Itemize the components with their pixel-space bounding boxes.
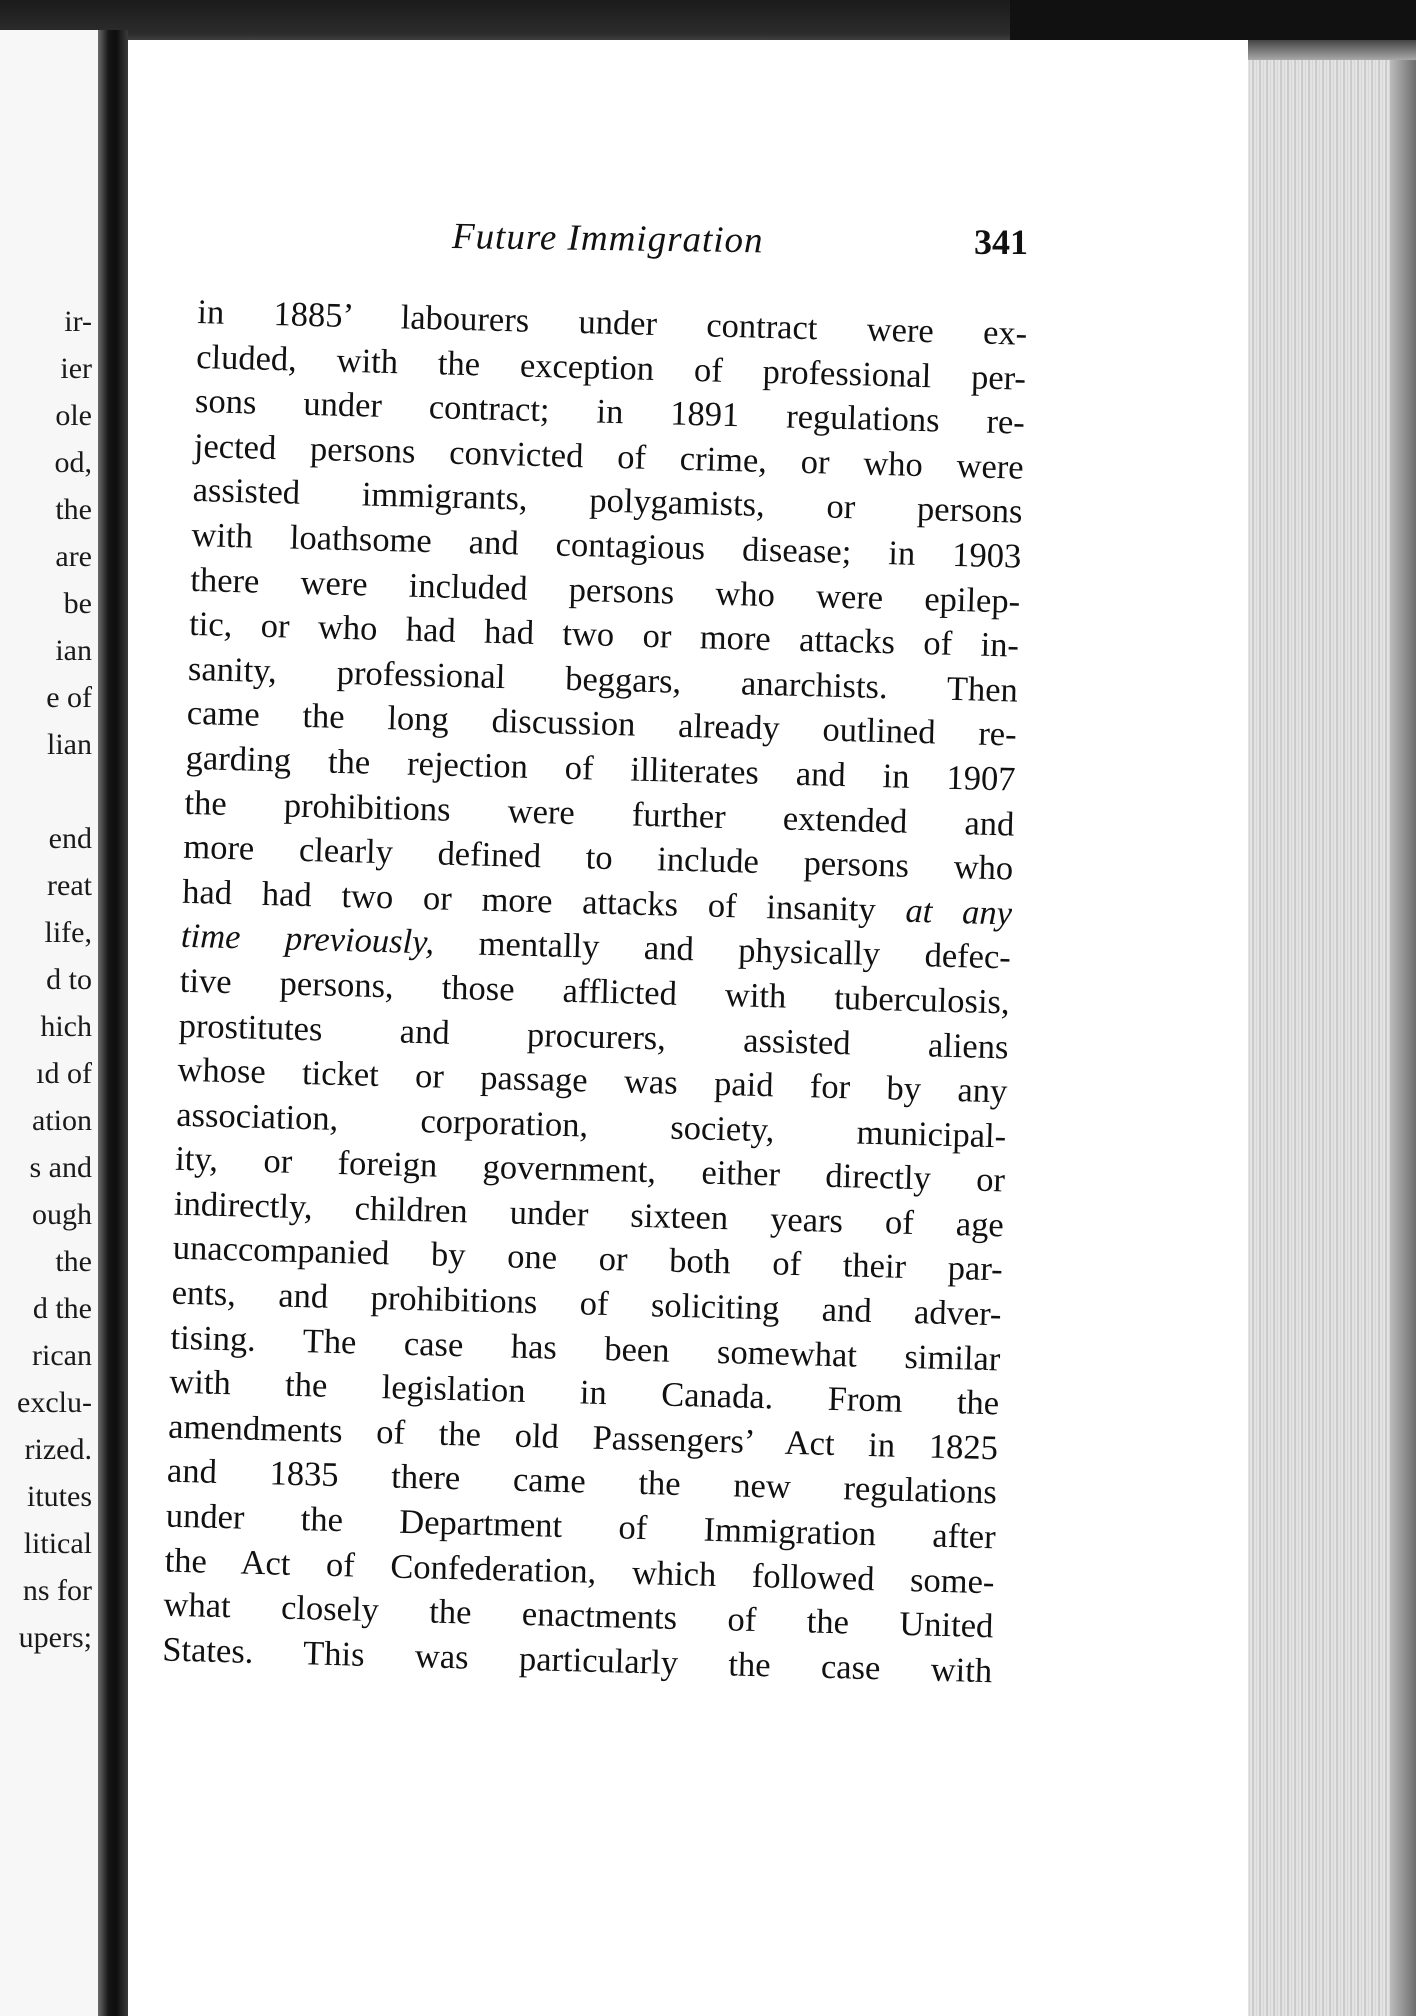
text-line: prostitutes and procurers, assisted aliens (178, 1006, 1009, 1066)
text-line: unaccompanied by one or both of their par- (172, 1229, 1004, 1289)
left-fragment: od, (54, 446, 92, 479)
left-fragment: rican (32, 1339, 92, 1372)
left-fragment: are (55, 540, 92, 573)
text-line: came the long discussion already outlined re- (186, 694, 1018, 754)
left-fragment: end (48, 822, 92, 855)
text-line: and 1835 there came the new regulations (166, 1452, 998, 1512)
text-line: ents, and prohibitions of soliciting and adver- (171, 1273, 1002, 1334)
left-fragment: ian (55, 634, 92, 667)
left-fragment: rized. (24, 1433, 92, 1466)
left-fragment: ier (60, 352, 92, 385)
italic-segment: at any (905, 891, 1013, 933)
left-fragment: upers; (18, 1621, 92, 1654)
text-segment: had had two or more attacks of insanity (181, 872, 877, 929)
left-fragment: ole (55, 399, 92, 432)
left-fragment: ough (32, 1198, 92, 1231)
text-line: what closely the enactments of the United (163, 1585, 994, 1646)
text-line: the prohibitions were further extended and (184, 783, 1015, 844)
page-edges-shadow (1390, 60, 1416, 2016)
text-line: ity, or foreign government, either directly or (174, 1139, 1006, 1200)
text-line: with loathsome and contagious disease; in 1903 (191, 515, 1022, 576)
text-line: tive persons, those afflicted with tuberculosis, (179, 961, 1011, 1022)
text-line: tic, or who had had two or more attacks of in- (188, 605, 1020, 665)
left-fragment: ıd of (36, 1057, 92, 1090)
text-line: indirectly, children under sixteen years of age (173, 1184, 1005, 1245)
left-page-fragments (17, 298, 92, 1661)
text-line: whose ticket or passage was paid for by any (177, 1050, 1008, 1111)
left-page-sliver (0, 30, 98, 2016)
text-segment: mentally and physically defec- (478, 924, 1012, 977)
left-fragment: hich (40, 1010, 92, 1043)
left-fragment: the (55, 493, 92, 526)
text-line: States. This was particularly the case with (161, 1630, 993, 1691)
left-fragment: ir- (64, 305, 92, 338)
text-line: jected persons convicted of crime, or who were (193, 426, 1025, 487)
running-head (430, 215, 1050, 265)
left-fragment: reat (47, 869, 92, 902)
left-fragment: the (55, 1245, 92, 1278)
left-fragment: d the (32, 1292, 92, 1325)
text-line: the Act of Confederation, which followed some- (164, 1541, 995, 1601)
left-fragment: d to (46, 963, 92, 996)
text-line: more clearly defined to include persons who (182, 827, 1014, 888)
text-line: assisted immigrants, polygamists, or persons (192, 471, 1023, 532)
text-line: sons under contract; in 1891 regulations re- (194, 382, 1026, 442)
left-fragment: life, (44, 916, 92, 949)
left-fragment: itutes (27, 1480, 92, 1513)
left-fragment: s and (29, 1151, 92, 1184)
text-line: sanity, professional beggars, anarchists. Then (187, 649, 1019, 710)
text-line: in 1885’ labourers under contract were ex- (196, 292, 1028, 353)
text-line: cluded, with the exception of professional per- (195, 337, 1027, 398)
page-number: 341 (974, 222, 1028, 262)
text-line: amendments of the old Passengers’ Act in 1825 (167, 1407, 999, 1468)
left-fragment: ation (32, 1104, 92, 1137)
text-line: under the Department of Immigration after (165, 1496, 997, 1557)
book-gutter (98, 30, 128, 2016)
left-fragment: be (63, 587, 92, 620)
left-fragment: litical (23, 1527, 92, 1560)
left-fragment: exclu- (17, 1386, 92, 1419)
body-text (162, 290, 1028, 1694)
left-fragment: lian (47, 728, 92, 761)
italic-segment: time previously, (180, 917, 435, 962)
text-line: association, corporation, society, municipal- (175, 1095, 1007, 1156)
top-shadow-right (1010, 0, 1416, 40)
left-fragment: e of (46, 681, 92, 714)
text-line: there were included persons who were epilep- (189, 560, 1021, 621)
text-line: with the legislation in Canada. From the (168, 1362, 1000, 1423)
text-line: tising. The case has been somewhat similar (170, 1318, 1001, 1379)
left-fragment (17, 768, 92, 815)
text-line: garding the rejection of illiterates and in 1907 (185, 738, 1016, 799)
left-fragment: ns for (22, 1574, 92, 1607)
running-title: Future Immigration (451, 216, 764, 262)
